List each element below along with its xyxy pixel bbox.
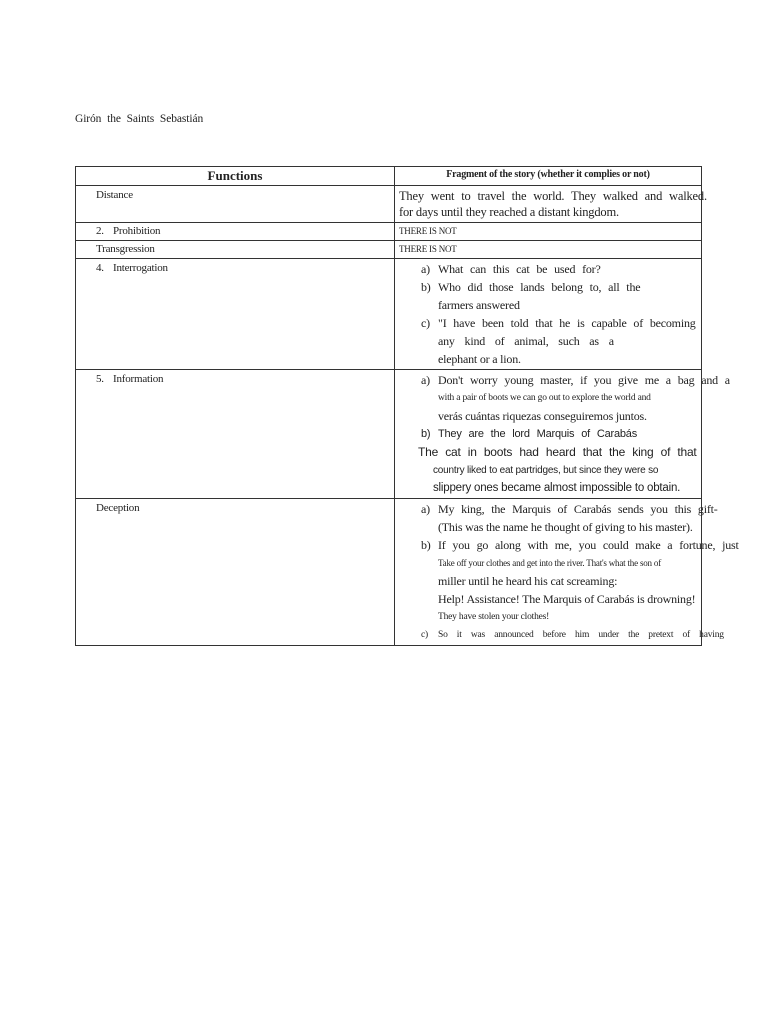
list-marker: c) (421, 630, 428, 640)
fragment-line: The cat in boots had heard that the king of that (418, 445, 697, 459)
function-number: 5. (96, 373, 104, 385)
function-label: Transgression (96, 243, 155, 255)
fragment-line: Who did those lands belong to, all the (438, 280, 641, 294)
function-cell-distance (76, 186, 395, 223)
table-row-transgression (76, 241, 702, 259)
function-label: Information (113, 373, 164, 385)
list-marker: b) (421, 280, 431, 294)
table-row-interrogation (76, 259, 702, 370)
fragment-cell-prohibition (395, 223, 702, 241)
function-cell-transgression (76, 241, 395, 259)
function-label: Distance (96, 189, 133, 201)
function-cell-prohibition (76, 223, 395, 241)
column-header-functions: Functions (76, 167, 395, 186)
fragment-cell-interrogation (395, 259, 702, 370)
document-header: Girón the Saints Sebastián (75, 113, 204, 125)
fragment-line: What can this cat be used for? (438, 262, 601, 276)
functions-table (75, 166, 739, 646)
fragment-line: any kind of animal, such as a (438, 334, 614, 348)
fragment-line: elephant or a lion. (438, 352, 521, 366)
table-row-deception (76, 499, 702, 646)
fragment-line: country liked to eat partridges, but since they were so (433, 465, 659, 476)
fragment-line: for days until they reached a distant kingdom. (399, 205, 619, 219)
fragment-line: They went to travel the world. They walked and walked. (399, 189, 707, 203)
table-header-row (76, 167, 702, 186)
function-label: Prohibition (113, 225, 161, 237)
fragment-cell-transgression (395, 241, 702, 259)
fragment-line: verás cuántas riquezas conseguiremos juntos. (438, 409, 647, 423)
fragment-cell-distance (395, 186, 707, 223)
list-marker: b) (421, 538, 431, 552)
fragment-line: (This was the name he thought of giving to his master). (438, 520, 693, 534)
fragment-line: They have stolen your clothes! (438, 612, 550, 622)
fragment-line: with a pair of boots we can go out to explore the world and (438, 393, 651, 403)
fragment-line: If you go along with me, you could make a fortune, just (438, 538, 739, 552)
fragment-line: My king, the Marquis of Carabás sends you this gift- (438, 502, 718, 516)
fragment-line: Take off your clothes and get into the river. That's what the son of (438, 558, 662, 568)
fragment-cell-deception (395, 499, 739, 646)
function-number: 2. (96, 225, 104, 237)
function-number: 4. (96, 262, 104, 274)
table-row-information (76, 370, 702, 499)
function-cell-interrogation (76, 259, 395, 370)
fragment-line: "I have been told that he is capable of becoming (438, 316, 696, 330)
fragment-line: slippery ones became almost impossible to obtain. (433, 482, 681, 494)
function-cell-information (76, 370, 395, 499)
fragment-line: Don't worry young master, if you give me a bag and a (438, 373, 730, 387)
function-cell-deception (76, 499, 395, 646)
fragment-line: Help! Assistance! The Marquis of Carabás is drowning! (438, 592, 696, 606)
list-marker: a) (421, 262, 430, 276)
fragment-line: They are the lord Marquis of Carabás (438, 428, 637, 440)
table-row-prohibition (76, 223, 702, 241)
fragment-text: THERE IS NOT (399, 226, 457, 236)
fragment-line: So it was announced before him under the pretext of having (438, 630, 724, 640)
function-label: Deception (96, 502, 140, 514)
list-marker: c) (421, 316, 430, 330)
list-marker: b) (421, 428, 431, 440)
list-marker: a) (421, 373, 430, 387)
table-row-distance (76, 186, 702, 223)
fragment-text: THERE IS NOT (399, 244, 457, 254)
column-header-fragment: Fragment of the story (whether it complies or not) (395, 167, 702, 186)
fragment-cell-information (395, 370, 730, 499)
list-marker: a) (421, 502, 430, 516)
fragment-line: farmers answered (438, 298, 520, 312)
function-label: Interrogation (113, 262, 168, 274)
fragment-line: miller until he heard his cat screaming: (438, 574, 618, 588)
